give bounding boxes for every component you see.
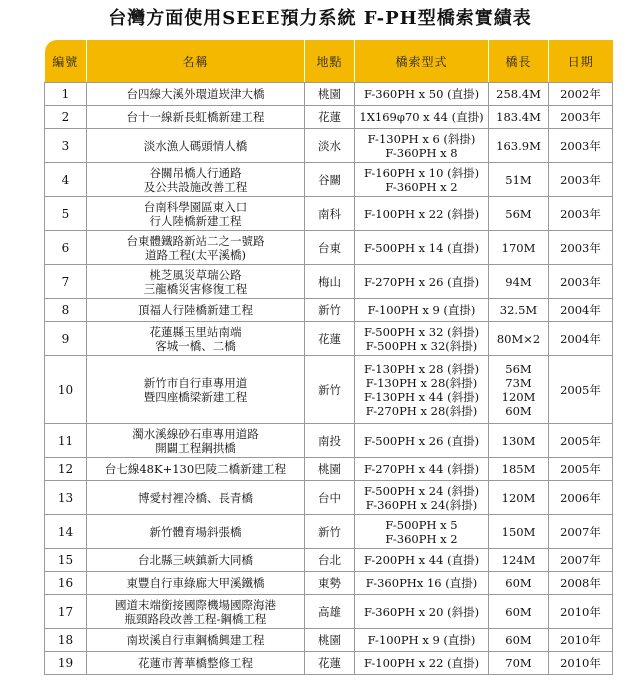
cell-name: 花蓮縣玉里站南端 客城一橋、二橋 [87,322,305,356]
cell-type: F-160PH x 10 (斜掛) F-360PH x 2 [355,163,489,197]
cell-place: 淡水 [305,129,355,163]
table-row [45,549,613,572]
cell-length: 163.9M [489,129,549,163]
cell-no: 8 [45,299,87,322]
cell-no: 10 [45,356,87,424]
cell-place: 台東 [305,231,355,265]
cell-type: F-130PH x 6 (斜掛) F-360PH x 8 [355,129,489,163]
cell-no: 12 [45,458,87,481]
page-title: 台灣方面使用SEEE預力系統 F-PH型橋索實績表 [108,8,532,29]
cell-date: 2007年 [549,549,613,572]
cell-place: 台中 [305,481,355,515]
table-row [45,595,613,629]
cell-type: F-500PH x 5 F-360PH x 2 [355,515,489,549]
cell-type: F-360PHx 16 (直掛) [355,572,489,595]
cell-date: 2010年 [549,652,613,675]
cell-no: 13 [45,481,87,515]
cell-length: 60M [489,629,549,652]
cell-type: F-100PH x 22 (斜掛) [355,197,489,231]
cell-length: 124M [489,549,549,572]
cell-place: 東勢 [305,572,355,595]
cell-name: 國道末端銜接國際機場國際海港 瓶頸路段改善工程-鋼橋工程 [87,595,305,629]
cell-date: 2010年 [549,629,613,652]
cell-place: 花蓮 [305,106,355,129]
cell-date: 2005年 [549,356,613,424]
cell-length: 70M [489,652,549,675]
cell-date: 2003年 [549,265,613,299]
cell-no: 7 [45,265,87,299]
header-type: 橋索型式 [355,40,489,83]
cell-date: 2003年 [549,163,613,197]
cell-length: 150M [489,515,549,549]
cell-name: 台十一線新長虹橋新建工程 [87,106,305,129]
cell-date: 2003年 [549,106,613,129]
cell-type: F-360PH x 20 (斜掛) [355,595,489,629]
cell-date: 2008年 [549,572,613,595]
projects-table-container [44,40,612,675]
table-row [45,356,613,424]
table-header-row [45,40,613,83]
cell-no: 2 [45,106,87,129]
cell-type: F-100PH x 9 (直掛) [355,629,489,652]
cell-no: 9 [45,322,87,356]
cell-date: 2005年 [549,424,613,458]
cell-no: 18 [45,629,87,652]
cell-no: 6 [45,231,87,265]
cell-name: 台北縣三峽鎮新大同橋 [87,549,305,572]
cell-place: 台北 [305,549,355,572]
table-row [45,163,613,197]
cell-type: F-100PH x 22 (直掛) [355,652,489,675]
cell-type: F-360PH x 50 (直掛) [355,83,489,106]
cell-no: 4 [45,163,87,197]
cell-name: 台東體鐵路新站二之一號路 道路工程(太平溪橋) [87,231,305,265]
cell-no: 17 [45,595,87,629]
header-no: 編號 [45,40,87,83]
table-body [45,83,613,675]
cell-no: 14 [45,515,87,549]
cell-length: 60M [489,572,549,595]
cell-type: F-130PH x 28 (斜掛) F-130PH x 28(斜掛) F-130PH x 44 (斜掛) F-270PH x 28(斜掛) [355,356,489,424]
cell-length: 258.4M [489,83,549,106]
cell-date: 2010年 [549,595,613,629]
table-row [45,106,613,129]
cell-length: 185M [489,458,549,481]
cell-place: 花蓮 [305,652,355,675]
cell-place: 新竹 [305,299,355,322]
projects-table [44,40,613,675]
table-row [45,129,613,163]
table-row [45,629,613,652]
cell-no: 3 [45,129,87,163]
table-row [45,83,613,106]
cell-place: 桃園 [305,83,355,106]
cell-length: 32.5M [489,299,549,322]
cell-type: F-100PH x 9 (直掛) [355,299,489,322]
table-row [45,299,613,322]
table-row [45,652,613,675]
cell-place: 桃園 [305,458,355,481]
cell-no: 1 [45,83,87,106]
cell-place: 梅山 [305,265,355,299]
cell-date: 2004年 [549,322,613,356]
cell-type: F-500PH x 26 (直掛) [355,424,489,458]
cell-type: F-500PH x 14 (直掛) [355,231,489,265]
cell-name: 台南科學園區東入口 行人陸橋新建工程 [87,197,305,231]
cell-name: 谷關吊橋人行通路 及公共設施改善工程 [87,163,305,197]
cell-type: 1X169φ70 x 44 (直掛) [355,106,489,129]
cell-date: 2007年 [549,515,613,549]
cell-no: 19 [45,652,87,675]
cell-length: 56M 73M 120M 60M [489,356,549,424]
cell-length: 60M [489,595,549,629]
cell-date: 2003年 [549,231,613,265]
header-length: 橋長 [489,40,549,83]
cell-name: 花蓮市菁華橋整修工程 [87,652,305,675]
cell-place: 新竹 [305,515,355,549]
cell-date: 2003年 [549,197,613,231]
cell-length: 80M×2 [489,322,549,356]
cell-length: 170M [489,231,549,265]
cell-length: 94M [489,265,549,299]
cell-name: 新竹市自行車專用道 暨四座橋梁新建工程 [87,356,305,424]
cell-place: 谷關 [305,163,355,197]
cell-no: 11 [45,424,87,458]
table-row [45,197,613,231]
cell-date: 2005年 [549,458,613,481]
table-row [45,481,613,515]
cell-place: 桃園 [305,629,355,652]
cell-no: 16 [45,572,87,595]
header-place: 地點 [305,40,355,83]
cell-length: 51M [489,163,549,197]
cell-length: 183.4M [489,106,549,129]
cell-place: 高雄 [305,595,355,629]
cell-no: 5 [45,197,87,231]
cell-name: 頂福人行陸橋新建工程 [87,299,305,322]
cell-name: 淡水漁人碼頭情人橋 [87,129,305,163]
cell-name: 台四線大溪外環道崁津大橋 [87,83,305,106]
table-row [45,515,613,549]
cell-name: 新竹體育場斜張橋 [87,515,305,549]
table-row [45,424,613,458]
cell-type: F-200PH x 44 (直掛) [355,549,489,572]
table-row [45,572,613,595]
cell-name: 濁水溪線砂石車專用道路 開闢工程鋼拱橋 [87,424,305,458]
cell-place: 新竹 [305,356,355,424]
cell-name: 南崁溪自行車鋼橋興建工程 [87,629,305,652]
cell-place: 南投 [305,424,355,458]
cell-type: F-270PH x 26 (直掛) [355,265,489,299]
cell-place: 花蓮 [305,322,355,356]
cell-name: 東豐自行車綠廊大甲溪鐵橋 [87,572,305,595]
cell-no: 15 [45,549,87,572]
table-row [45,458,613,481]
header-name: 名稱 [87,40,305,83]
cell-length: 120M [489,481,549,515]
cell-date: 2006年 [549,481,613,515]
cell-type: F-500PH x 32 (斜掛) F-500PH x 32(斜掛) [355,322,489,356]
table-row [45,322,613,356]
cell-type: F-270PH x 44 (斜掛) [355,458,489,481]
cell-place: 南科 [305,197,355,231]
cell-name: 博愛村裡冷橋、長青橋 [87,481,305,515]
cell-date: 2004年 [549,299,613,322]
cell-date: 2003年 [549,129,613,163]
table-row [45,231,613,265]
cell-date: 2002年 [549,83,613,106]
cell-length: 130M [489,424,549,458]
cell-length: 56M [489,197,549,231]
table-row [45,265,613,299]
cell-name: 台七線48K+130巴陵二橋新建工程 [87,458,305,481]
cell-name: 桃芝風災草瑞公路 三龍橋災害修復工程 [87,265,305,299]
cell-type: F-500PH x 24 (斜掛) F-360PH x 24(斜掛) [355,481,489,515]
header-date: 日期 [549,40,613,83]
